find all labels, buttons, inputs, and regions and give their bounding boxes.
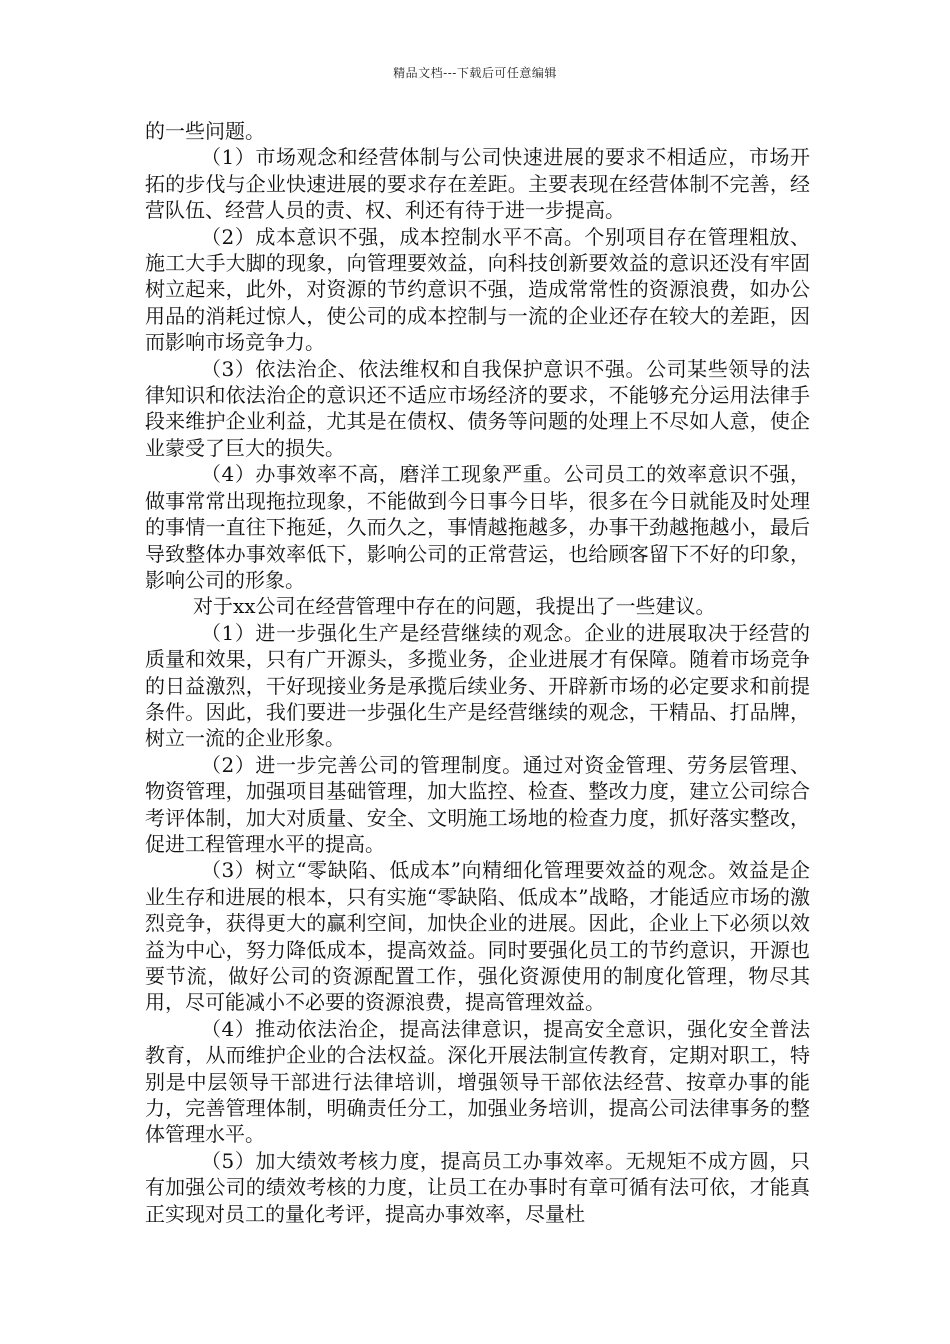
paragraph: 的一些问题。 [145,119,265,143]
paragraph: （1）进一步强化生产是经营继续的观念。企业的进展取决于经营的质量和效果，只有广开源头，多揽业务，企业进展才有保障。随着市场竞争的日益激烈，干好现接业务是承揽后续业务、开辟新市场的必定要求和前提条件。因此，我们要进一步强化生产是经营继续的观念，干精品、打品牌，树立一流的企业形象。 [145,620,810,751]
paragraph: （2）成本意识不强，成本控制水平不高。个别项目存在管理粗放、施工大手大脚的现象，向管理要效益，向科技创新要效益的意识还没有牢固树立起来，此外，对资源的节约意识不强，造成常常性的资源浪费，如办公用品的消耗过惊人，使公司的成本控制与一流的企业还存在较大的差距，因而影响市场竞争力。 [145,224,810,355]
paragraph: （5）加大绩效考核力度，提高员工办事效率。无规矩不成方圆，只有加强公司的绩效考核的力度，让员工在办事时有章可循有法可依，才能真正实现对员工的量化考评，提高办事效率，尽量杜 [145,1148,810,1226]
paragraph: （4）办事效率不高，磨洋工现象严重。公司员工的效率意识不强，做事常常出现拖拉现象，不能做到今日事今日毕，很多在今日就能及时处理的事情一直往下拖延，久而久之，事情越拖越多，办事干劲越拖越小，最后导致整体办事效率低下，影响公司的正常营运，也给顾客留下不好的印象，影响公司的形象。 [145,462,810,592]
document-body [145,118,810,1227]
page-header: 精品文档---下载后可任意编辑 [393,66,557,80]
paragraph: （4）推动依法治企，提高法律意识，提高安全意识，强化安全普法教育，从而维护企业的合法权益。深化开展法制宣传教育，定期对职工，特别是中层领导干部进行法律培训，增强领导干部依法经营、按章办事的能力，完善管理体制，明确责任分工，加强业务培训，提高公司法律事务的整体管理水平。 [145,1016,810,1147]
paragraph: （3）依法治企、依法维权和自我保护意识不强。公司某些领导的法律知识和依法治企的意识还不适应市场经济的要求，不能够充分运用法律手段来维护企业利益，尤其是在债权、债务等问题的处理上不尽如人意，使企业蒙受了巨大的损失。 [145,356,810,460]
paragraph: （2）进一步完善公司的管理制度。通过对资金管理、劳务层管理、物资管理，加强项目基础管理，加大监控、检查、整改力度，建立公司综合考评体制，加大对质量、安全、文明施工场地的检查力度，抓好落实整改，促进工程管理水平的提高。 [145,752,810,856]
paragraph: （3）树立“零缺陷、低成本”向精细化管理要效益的观念。效益是企业生存和进展的根本，只有实施“零缺陷、低成本”战略，才能适应市场的激烈竞争，获得更大的赢利空间，加快企业的进展。因此，企业上下必须以效益为中心，努力降低成本，提高效益。同时要强化员工的节约意识，开源也要节流，做好公司的资源配置工作，强化资源使用的制度化管理，物尽其用，尽可能减小不必要的资源浪费，提高管理效益。 [145,858,810,1015]
paragraph: （1）市场观念和经营体制与公司快速进展的要求不相适应，市场开拓的步伐与企业快速进展的要求存在差距。主要表现在经营体制不完善，经营队伍、经营人员的责、权、利还有待于进一步提高。 [145,145,810,223]
paragraph: 对于xx公司在经营管理中存在的问题，我提出了一些建议。 [193,594,716,619]
